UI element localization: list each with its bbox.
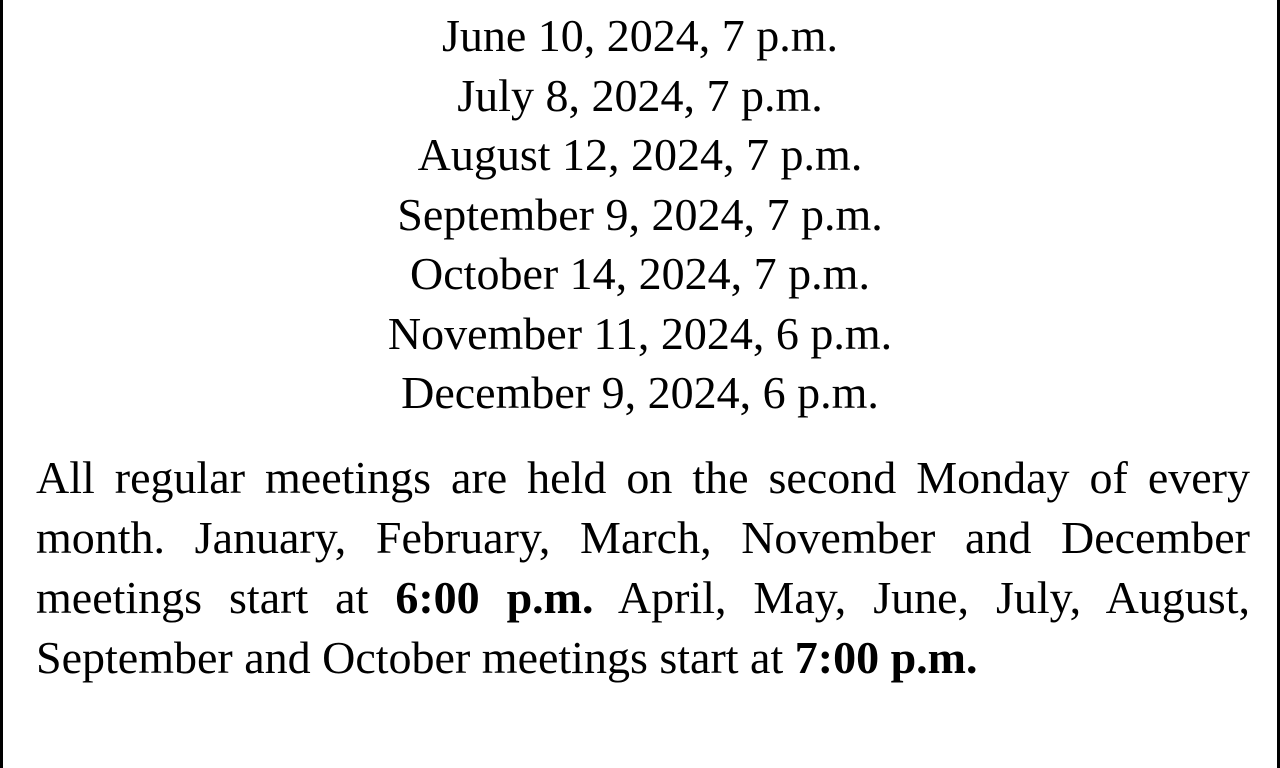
summer-start-time: 7:00 p.m. bbox=[794, 632, 978, 683]
meeting-date: September 9, 2024, 7 p.m. bbox=[397, 188, 883, 240]
meeting-schedule-note bbox=[36, 448, 1250, 688]
meeting-date: December 9, 2024, 6 p.m. bbox=[401, 367, 879, 418]
meeting-date: October 14, 2024, 7 p.m. bbox=[410, 248, 870, 299]
meeting-date: July 8, 2024, 7 p.m. bbox=[457, 69, 823, 121]
meeting-dates-list bbox=[3, 6, 1277, 423]
winter-start-time: 6:00 p.m. bbox=[395, 572, 594, 623]
meeting-date: June 10, 2024, 7 p.m. bbox=[441, 10, 839, 61]
meeting-date: November 11, 2024, 6 p.m. bbox=[387, 307, 893, 359]
note-text: All regular meetings are held on the second Monday of every month. January, February, March, November and December meetings start at bbox=[36, 452, 1250, 623]
note-text: April, May, June, July, August, September and October meetings start at bbox=[36, 572, 1250, 683]
meeting-date: August 12, 2024, 7 p.m. bbox=[417, 129, 863, 180]
